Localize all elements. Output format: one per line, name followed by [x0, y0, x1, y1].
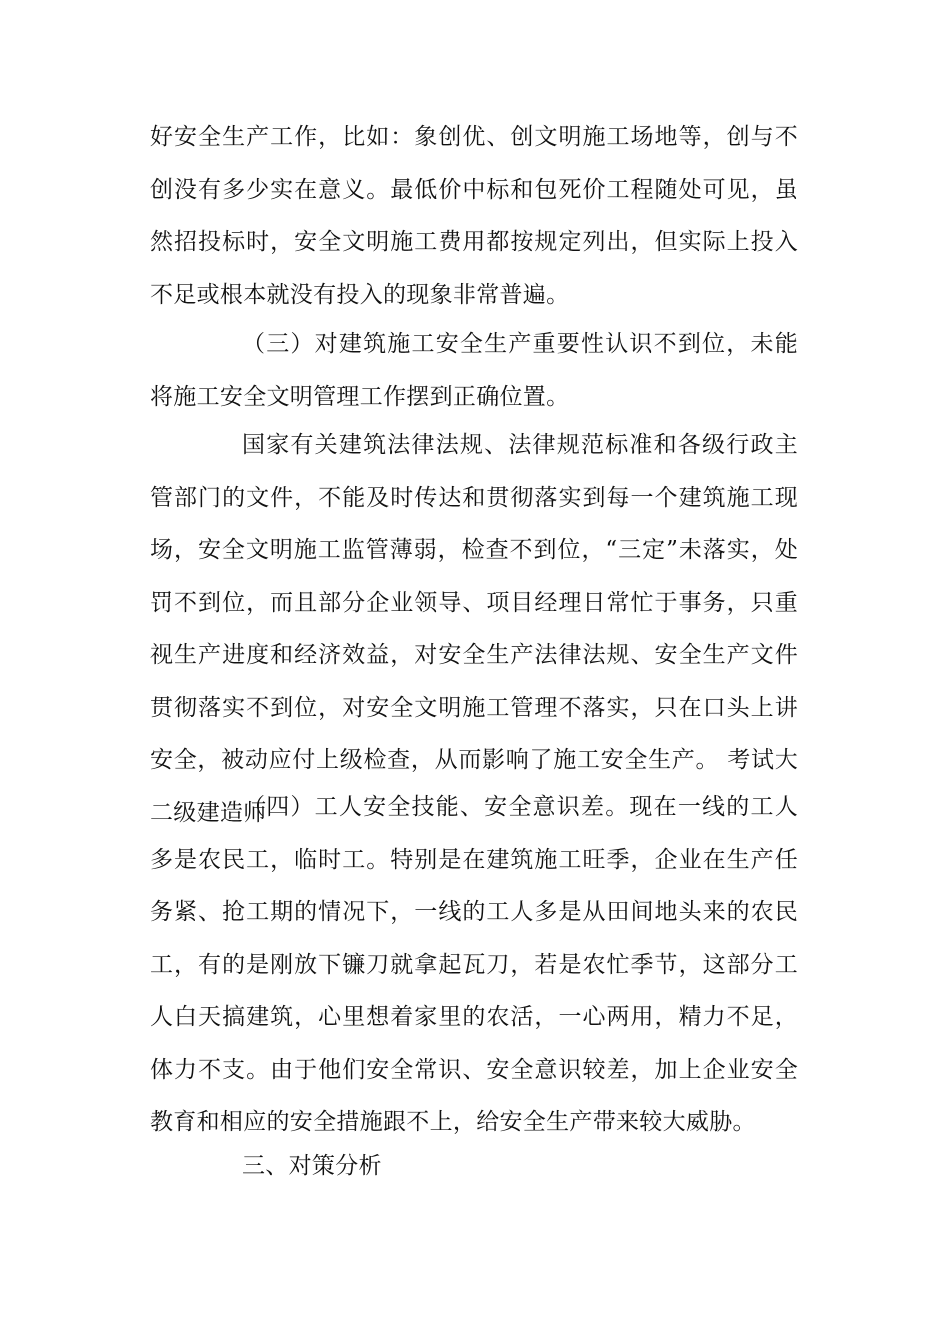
paragraph-heading-three: （三）对建筑施工安全生产重要性认识不到位，未能将施工安全文明管理工作摆到正确位置。	[150, 331, 798, 410]
paragraph-body: 国家有关建筑法律法规、法律规范标准和各级行政主管部门的文件，不能及时传达和贯彻落实到每一个建筑施工现场，安全文明施工监管薄弱，检查不到位，“三定”未落实，处罚不到位，而且部分企业领导、项目经理日常忙于事务，只重视生产进度和经济效益，对安全生产法律法规、安全生产文件贯彻落实不到位，对安全文明施工管理不落实，只在口头上讲安全，被动应付上级检查，从而影响了施工安全生产。 考试大二级建造师	[150, 432, 798, 826]
section-heading-countermeasures: 三、对策分析	[242, 1153, 382, 1179]
paragraph-continuation: 好安全生产工作，比如：象创优、创文明施工场地等，创与不创没有多少实在意义。最低价中标和包死价工程随处可见，虽然招投标时，安全文明施工费用都按规定列出，但实际上投入不足或根本就没有投入的现象非常普遍。	[150, 124, 798, 308]
paragraph-heading-four: （四）工人安全技能、安全意识差。现在一线的工人多是农民工，临时工。特别是在建筑施工旺季，企业在生产任务紧、抢工期的情况下，一线的工人多是从田间地头来的农民工，有的是刚放下镰刀就拿起瓦刀，若是农忙季节，这部分工人白天搞建筑，心里想着家里的农活，一心两用，精力不足，体力不支。由于他们安全常识、安全意识较差，加上企业安全教育和相应的安全措施跟不上，给安全生产带来较大威胁。	[150, 794, 798, 1135]
